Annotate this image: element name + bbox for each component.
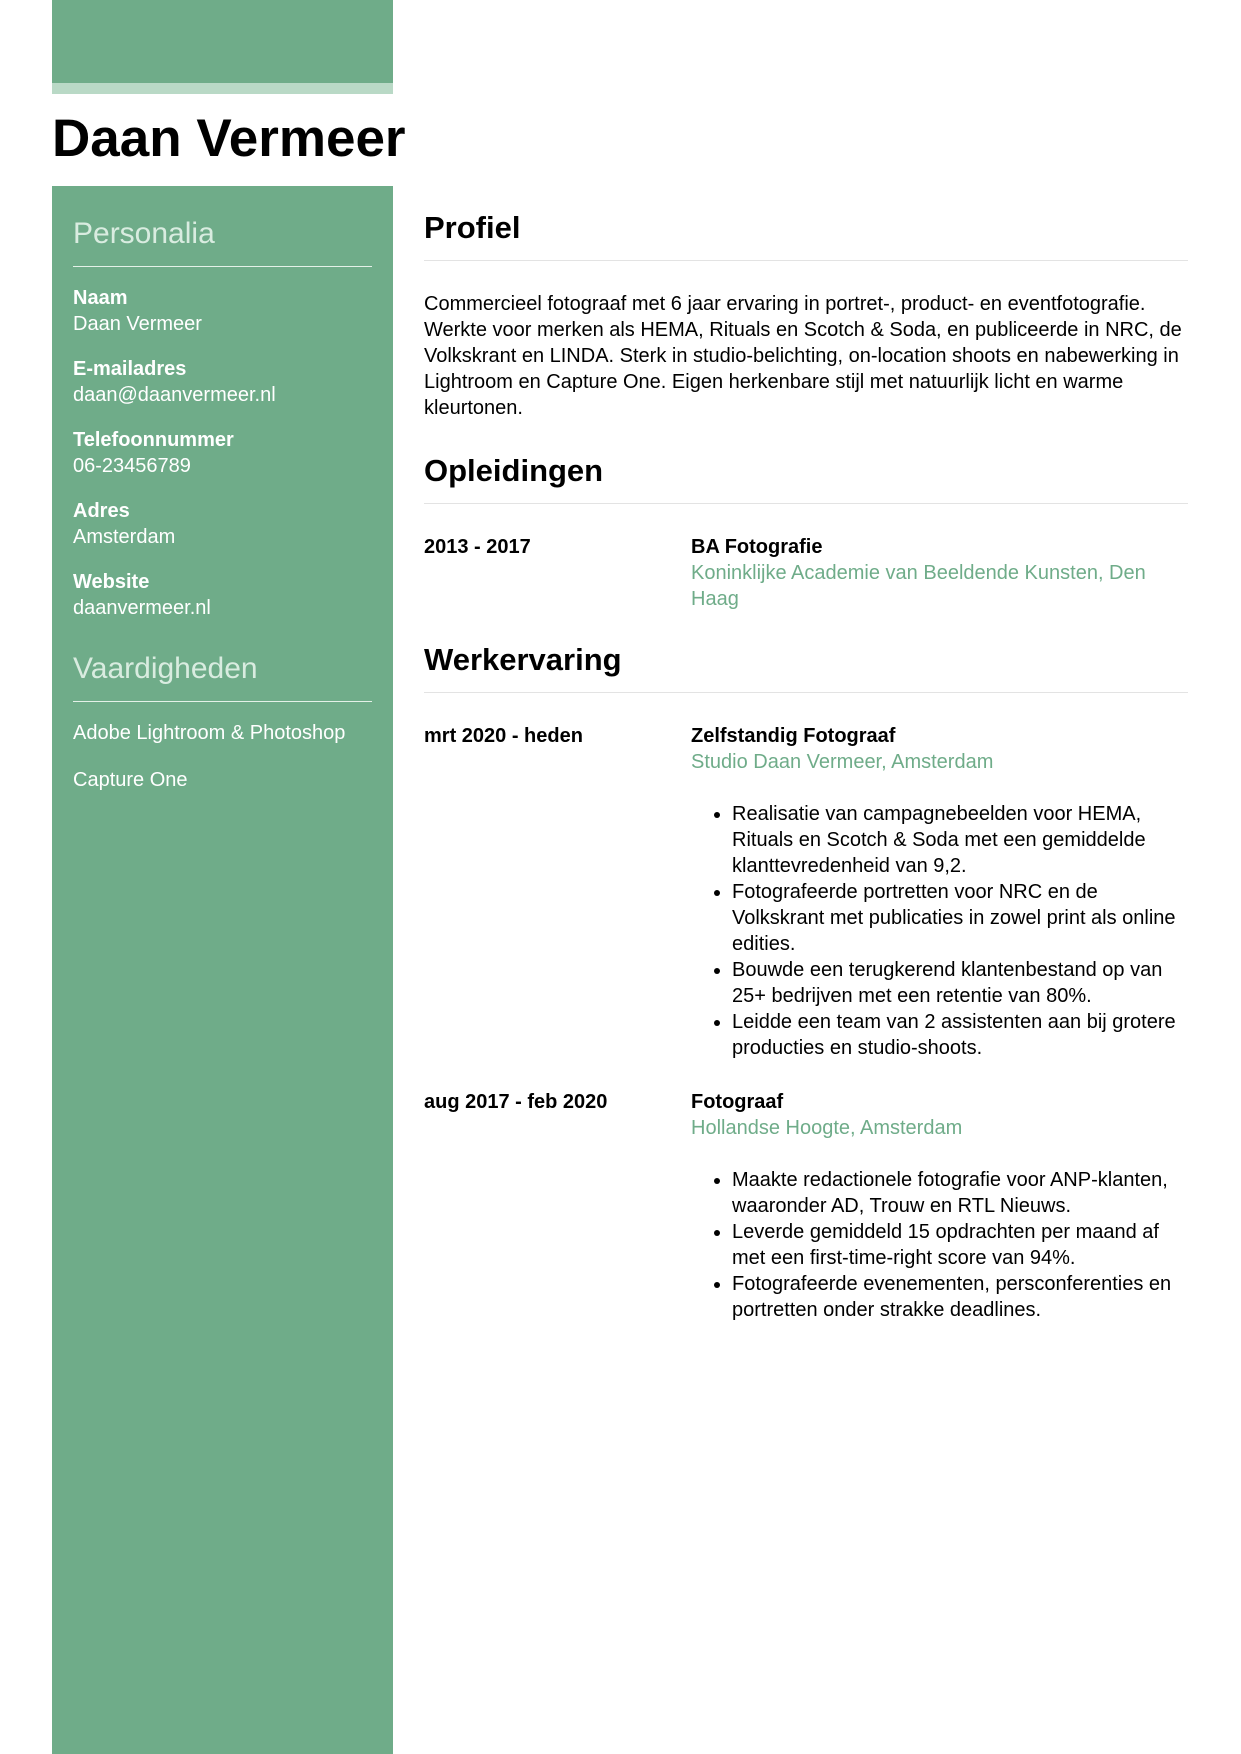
bullet-item: • Realisatie van campagnebeelden voor HEMA, Rituals en Scotch & Soda met een gemiddelde klanttevredenheid van 9,2. <box>732 801 1188 879</box>
field-website <box>73 569 372 621</box>
field-value: 06-23456789 <box>73 455 191 477</box>
personalia-heading: Personalia <box>73 217 215 250</box>
skills-divider <box>73 701 372 702</box>
skill-item: Capture One <box>73 769 188 791</box>
experience-entry <box>424 1089 1188 1323</box>
field-label: Website <box>73 571 150 593</box>
entry-body <box>691 534 1188 612</box>
entry-date: mrt 2020 - heden <box>424 725 583 747</box>
sidebar-top-accent-line <box>52 83 393 94</box>
skills-heading: Vaardigheden <box>73 652 258 685</box>
field-label: Naam <box>73 287 128 309</box>
resume-name: Daan Vermeer <box>52 109 406 168</box>
sidebar <box>52 186 393 1754</box>
entry-title: Fotograaf <box>691 1091 784 1113</box>
experience-divider <box>424 692 1188 693</box>
entry-date: aug 2017 - feb 2020 <box>424 1091 608 1113</box>
field-adres <box>73 498 372 550</box>
profile-heading: Profiel <box>424 210 521 245</box>
personalia-divider <box>73 266 372 267</box>
entry-body <box>691 1089 1188 1323</box>
field-telefoon <box>73 427 372 479</box>
field-value: daanvermeer.nl <box>73 597 211 619</box>
experience-heading: Werkervaring <box>424 642 622 677</box>
entry-subtitle: Hollandse Hoogte, Amsterdam <box>691 1117 963 1139</box>
sidebar-top-block <box>52 0 393 83</box>
entry-title: Zelfstandig Fotograaf <box>691 725 896 747</box>
education-entry <box>424 534 1188 612</box>
experience-entry <box>424 723 1188 1061</box>
education-heading: Opleidingen <box>424 453 604 488</box>
bullet-item: • Fotografeerde portretten voor NRC en de Volkskrant met publicaties in zowel print als online edities. <box>732 879 1188 957</box>
entry-subtitle: Koninklijke Academie van Beeldende Kunsten, Den Haag <box>691 562 1146 610</box>
entry-date: 2013 - 2017 <box>424 536 531 558</box>
profile-text: Commercieel fotograaf met 6 jaar ervaring in portret-, product- en eventfotografie. Werkte voor merken als HEMA, Rituals en Scotch & Soda, en publiceerde in NRC, de Volkskrant en LINDA. Sterk in studio-belichting, on-location shoots en nabewerking in Lightroom en Capture One. Eigen herkenbare stijl met natuurlijk licht en warme kleurtonen. <box>424 293 1182 419</box>
education-divider <box>424 503 1188 504</box>
entry-subtitle: Studio Daan Vermeer, Amsterdam <box>691 751 994 773</box>
field-label: Adres <box>73 500 130 522</box>
entry-bullets <box>691 1167 1188 1323</box>
bullet-item: • Bouwde een terugkerend klantenbestand op van 25+ bedrijven met een retentie van 80%. <box>732 957 1188 1009</box>
entry-title: BA Fotografie <box>691 536 823 558</box>
field-label: E-mailadres <box>73 358 187 380</box>
entry-bullets <box>691 801 1188 1061</box>
bullet-item: • Maakte redactionele fotografie voor ANP-klanten, waaronder AD, Trouw en RTL Nieuws. <box>732 1167 1188 1219</box>
main-content <box>424 208 1188 1351</box>
field-value: Daan Vermeer <box>73 313 202 335</box>
entry-body <box>691 723 1188 1061</box>
field-email <box>73 356 372 408</box>
field-label: Telefoonnummer <box>73 429 234 451</box>
bullet-item: • Fotografeerde evenementen, persconferenties en portretten onder strakke deadlines. <box>732 1271 1188 1323</box>
bullet-item: • Leidde een team van 2 assistenten aan bij grotere producties en studio-shoots. <box>732 1009 1188 1061</box>
skill-item: Adobe Lightroom & Photoshop <box>73 722 346 744</box>
profile-divider <box>424 260 1188 261</box>
field-value: Amsterdam <box>73 526 176 548</box>
bullet-item: • Leverde gemiddeld 15 opdrachten per maand af met een first-time-right score van 94%. <box>732 1219 1188 1271</box>
field-value: daan@daanvermeer.nl <box>73 384 276 406</box>
field-naam <box>73 285 372 337</box>
